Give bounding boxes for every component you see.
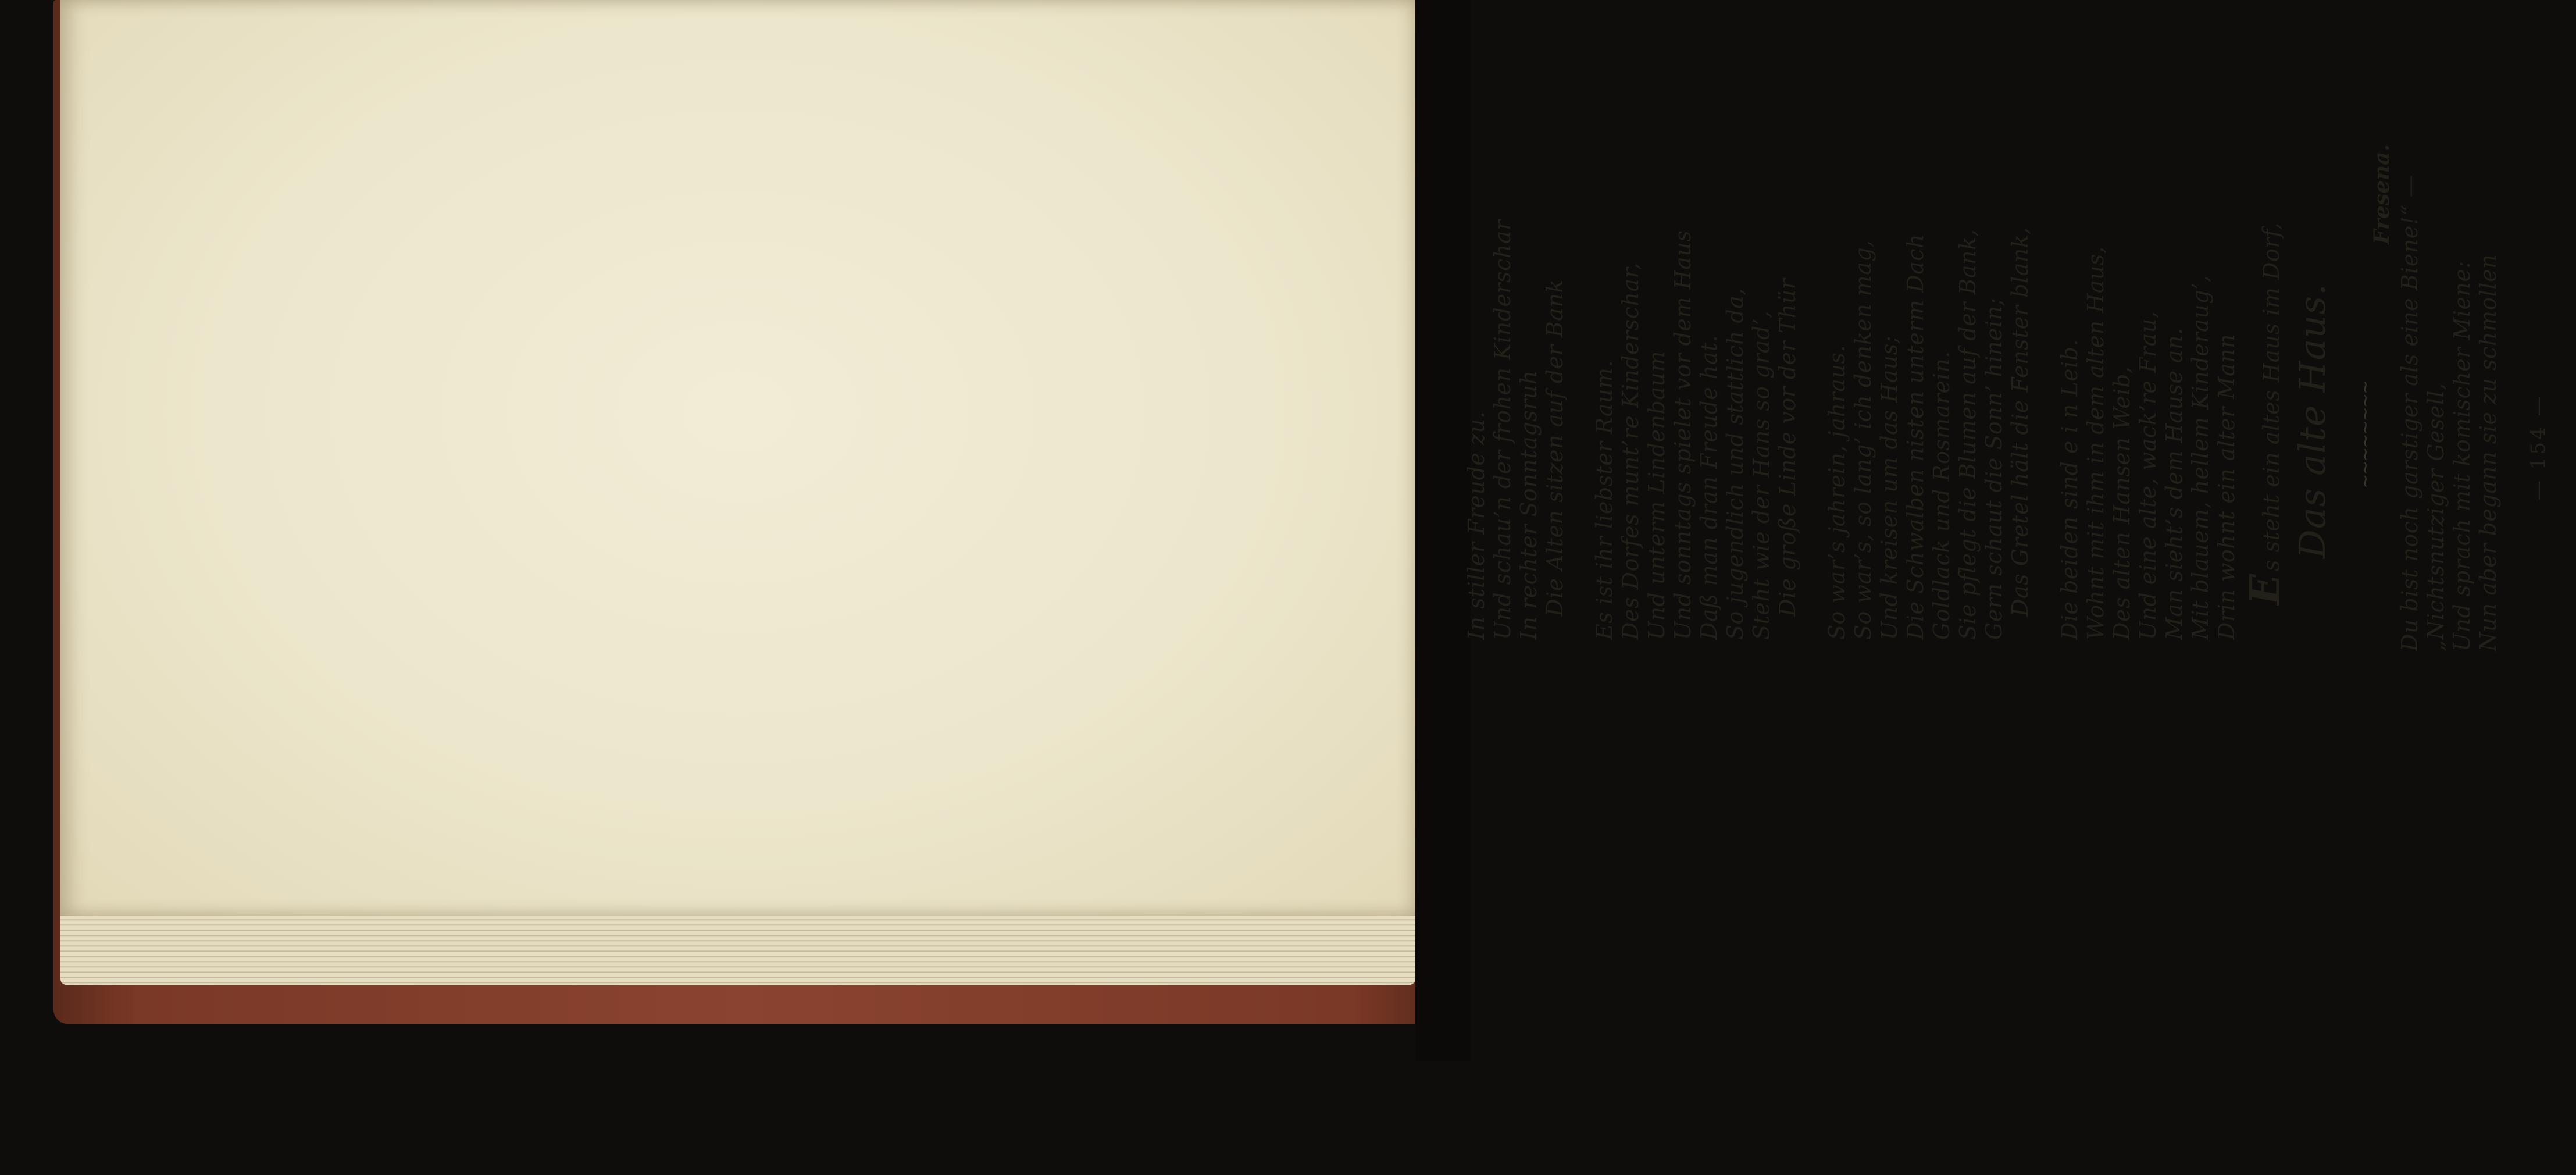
page-edges (60, 910, 1415, 985)
poem-line: Die beiden sind e i n Leib. (2057, 339, 2082, 640)
poem-title: Das alte Haus. (2291, 283, 2334, 558)
poem-line: Und unterm Lindenbaum (1644, 350, 1669, 640)
ornament-divider: ~~~~~~~~ (2355, 380, 2375, 489)
poem-line: So war’s, so lang’ ich denken mag, (1850, 240, 1876, 640)
book-page (60, 0, 1419, 916)
poem-line: Und schau’n der frohen Kinderschar (1490, 219, 1515, 640)
poem-line: Wohnt mit ihm in dem alten Haus, (2083, 246, 2108, 640)
poem-line: Und sprach mit komischer Miene: (2449, 261, 2475, 651)
poem-line: „Nichtsnutziger Gesell, (2423, 383, 2449, 651)
poem-line: Des alten Hansen Weib, (2109, 366, 2135, 640)
poem-line: Das Gretel hält die Fenster blank, (2007, 227, 2033, 617)
poem-line: Mit blauem, hellem Kinderaug’, (2188, 275, 2213, 640)
page-number: — 154 — (2527, 394, 2550, 500)
poem-line: In stiller Freude zu. (1464, 411, 1489, 640)
poem-line: Man sieht’s dem Hause an. (2161, 327, 2187, 640)
poem-line: Du bist noch garstiger als eine Biene!“ — (2397, 175, 2422, 651)
poem-line: Daß man dran Freude hat. (1696, 334, 1722, 640)
poem-line: Sie pflegt die Blumen auf der Bank, (1955, 229, 1981, 640)
poem-line: Und eine alte, wack’re Frau, (2135, 311, 2161, 640)
poem-line: Goldlack und Rosmarein. (1929, 351, 1954, 640)
poem-line: Steht wie der Hans so grad’, (1749, 311, 1774, 640)
poem-line: So war’s jahrein, jahraus. (1824, 344, 1850, 640)
poem-line-text: s steht ein altes Haus im Dorf, (2259, 222, 2284, 572)
poem-line: Nun aber begann sie zu schmollen (2475, 254, 2501, 651)
poem-line: Drin wohnt ein alter Mann (2214, 333, 2239, 640)
poem-line: Des Dorfes munt’re Kinderschar, (1618, 262, 1643, 640)
poem-line: Die Schwalben nisten unterm Dach (1903, 234, 1928, 640)
poem-line: In rechter Sonntagsruh (1516, 370, 1542, 640)
poem-line: Die Alten sitzen auf der Bank (1542, 279, 1568, 617)
poem-line: So jugendlich und stattlich da, (1722, 287, 1748, 640)
poem-line: Es ist ihr liebster Raum. (1592, 359, 1617, 640)
poem-line: Und kreisen um das Haus; (1876, 336, 1902, 640)
poem-line: Und sonntags spielet vor dem Haus (1670, 230, 1696, 640)
poem-line (2240, 222, 2289, 605)
page-text-block (1355, 0, 2576, 1175)
poem-line: Die große Linde vor der Thür (1775, 278, 1800, 617)
poem-line: Gern schaut die Sonn’ hinein; (1981, 298, 2007, 640)
poem-author: Fresena. (2370, 144, 2394, 244)
drop-cap: E (2240, 574, 2289, 605)
